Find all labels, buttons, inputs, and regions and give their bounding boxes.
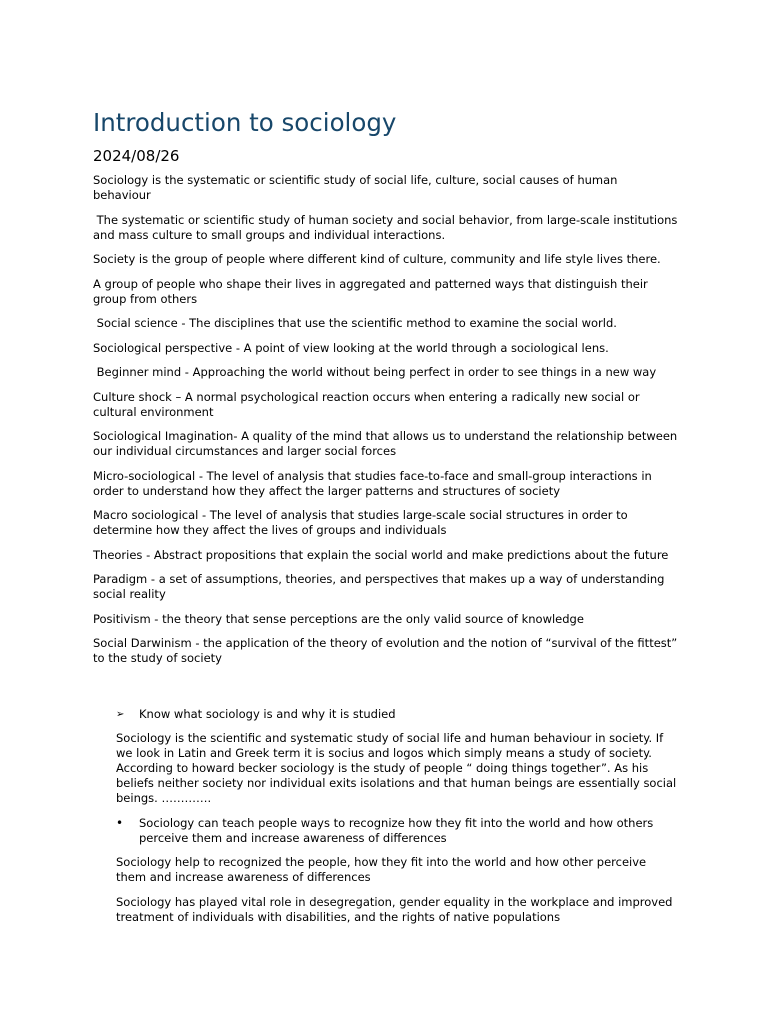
explanation-paragraph: Sociology is the scientific and systematic study of social life and human behaviour in society. If we look in Latin and Greek term it is socius and logos which simply means a study of society. According to howard becker sociology is the study of people “ doing things together”. As his beliefs neither society nor individual exits isolations and that human beings are essentially social beings. …………. [116,731,680,805]
closing-paragraph: Sociology has played vital role in desegregation, gender equality in the workplace and improved treatment of individuals with disabilities, and the rights of native populations [116,894,677,924]
definition-paragraph: Macro sociological - The level of analysis that studies large-scale social structures in order to determine how they affect the lives of groups and individuals [93,508,632,537]
definition-paragraph: Micro-sociological - The level of analysis that studies face-to-face and small-group interactions in order to understand how they affect the larger patterns and structures of society [93,468,656,498]
definition-paragraph: Sociological Imagination- A quality of the mind that allows us to understand the relationship between our individual circumstances and larger social forces [93,429,681,458]
definition-paragraph: A group of people who shape their lives in aggregated and patterned ways that distinguish their group from others [93,276,652,306]
definition-paragraph: Positivism - the theory that sense perceptions are the only valid source of knowledge [93,611,584,626]
definition-paragraph: Social Darwinism - the application of the theory of evolution and the notion of “survival of the fittest” to the study of society [93,636,681,665]
definition-paragraph: Social science - The disciplines that use the scientific method to examine the social world. [93,316,617,330]
document-title: Introduction to sociology [93,108,397,137]
arrow-bullet-text: Know what sociology is and why it is studied [139,706,396,721]
definition-paragraph: Sociology is the systematic or scientific study of social life, culture, social causes of human behaviour [93,173,622,202]
closing-paragraph: Sociology help to recognized the people, how they fit into the world and how other perceive them and increase awareness of differences [116,855,650,884]
document-date: 2024/08/26 [93,147,180,165]
definition-paragraph: Beginner mind - Approaching the world without being perfect in order to see things in a new way [93,365,657,379]
dot-bullet-text: Sociology can teach people ways to recognize how they fit into the world and how others perceive them and increase awareness of differences [139,815,654,845]
section-spacer [93,676,678,707]
definition-paragraph: Theories - Abstract propositions that explain the social world and make predictions about the future [93,547,669,562]
dot-bullet-item [116,816,678,846]
definition-paragraph: Culture shock – A normal psychological reaction occurs when entering a radically new social or cultural environment [93,389,644,419]
definition-paragraph: Paradigm - a set of assumptions, theories, and perspectives that makes up a way of understanding social reality [93,572,669,601]
definition-paragraph: The systematic or scientific study of human society and social behavior, from large-scale institutions and mass culture to small groups and individual interactions. [93,212,682,242]
definition-paragraph: Sociological perspective - A point of view looking at the world through a sociological lens. [93,340,609,355]
arrow-bullet-item [116,707,678,722]
arrow-bullet-icon: ➢ [116,708,125,720]
dot-bullet-icon: • [116,815,124,830]
definition-paragraph: Society is the group of people where different kind of culture, community and life style lives there. [93,252,661,266]
definitions-list [93,173,682,666]
why-study-section [93,707,678,925]
